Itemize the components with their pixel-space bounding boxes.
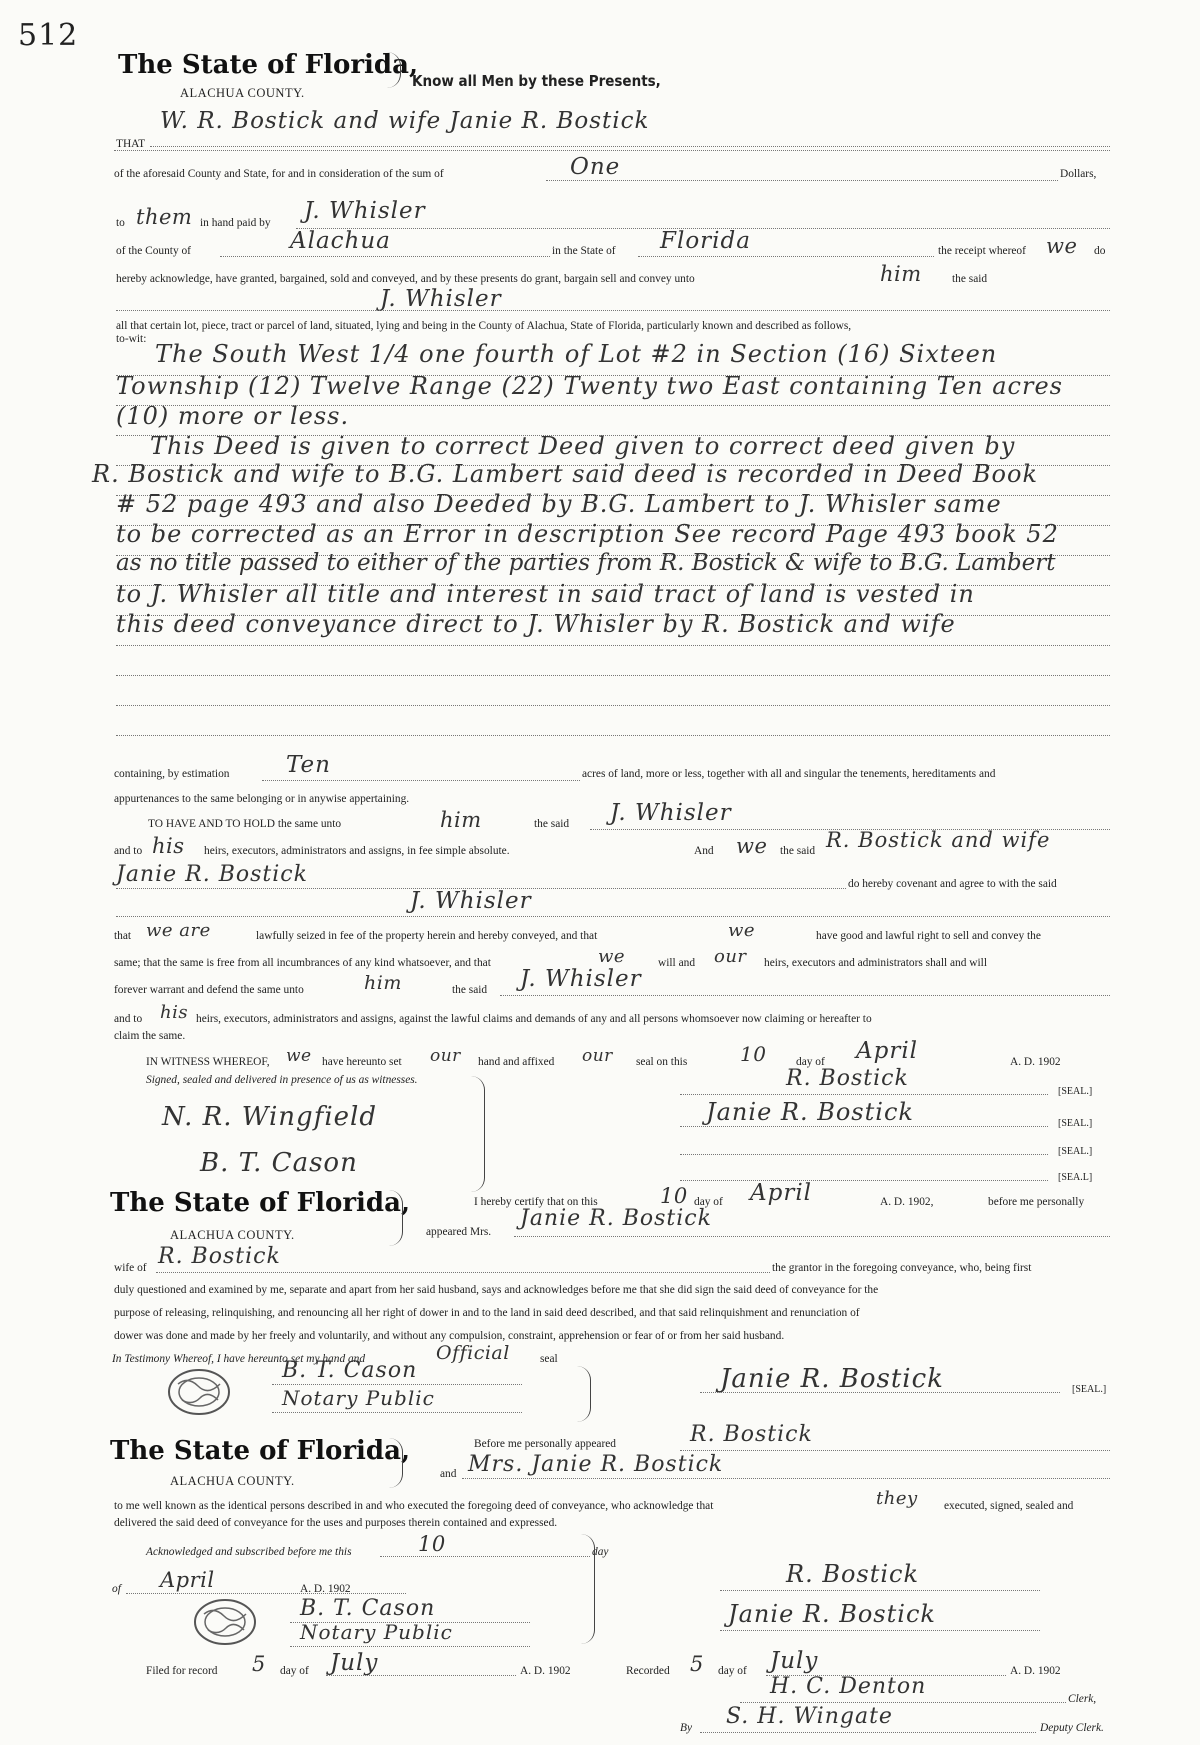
receipt-value: we	[1046, 234, 1078, 258]
cert1-para2: purpose of releasing, relinquishing, and renouncing all her right of dower in and to the land in said deed described, and that said relinquishment and renunciation of	[114, 1307, 860, 1319]
brace	[470, 1076, 485, 1192]
witness-text-a: IN WITNESS WHEREOF,	[146, 1056, 270, 1068]
cert2-before: Before me personally appeared	[474, 1438, 616, 1450]
cert2-they: they	[876, 1488, 918, 1509]
cert2-ad: A. D. 1902	[300, 1583, 351, 1595]
the-said-label: the said	[952, 273, 988, 285]
do-label: do	[1094, 245, 1106, 257]
grantor-signature-4: Janie R. Bostick	[728, 1600, 936, 1628]
state-heading: The State of Florida,	[118, 50, 418, 80]
state-heading-2: The State of Florida,	[110, 1188, 410, 1218]
receipt-label: the receipt whereof	[938, 245, 1026, 257]
will-and-label: will and	[658, 957, 696, 969]
habendum-grantor2: Janie R. Bostick	[116, 862, 308, 887]
filed-ad: A. D. 1902	[520, 1665, 571, 1677]
witness-ad: A. D. 1902	[1010, 1056, 1061, 1068]
that-label: THAT	[116, 138, 146, 150]
brace	[386, 52, 401, 88]
recorded-ad: A. D. 1902	[1010, 1665, 1061, 1677]
we-are-value: we are	[146, 920, 211, 941]
signed-sealed-text: Signed, sealed and delivered in presence of us as witnesses.	[146, 1074, 418, 1086]
witness-our: our	[430, 1046, 461, 1066]
in-hand-label: in hand paid by	[200, 217, 271, 229]
deputy-clerk-label: Deputy Clerk.	[1040, 1722, 1104, 1734]
witness-our2: our	[582, 1046, 613, 1066]
cert2-and: and	[440, 1468, 457, 1480]
the-said-2: the said	[534, 818, 570, 830]
payer-value: J. Whisler	[304, 198, 426, 224]
unto-value: him	[880, 262, 922, 286]
grantor-signature-1: R. Bostick	[786, 1066, 909, 1091]
witness-text-b: have hereunto set	[322, 1056, 402, 1068]
clerk-signature: H. C. Denton	[770, 1674, 927, 1699]
we3-value: we	[598, 946, 626, 967]
deputy-signature: S. H. Wingate	[726, 1704, 893, 1729]
cert1-ad: A. D. 1902,	[880, 1196, 934, 1208]
warranty-line2a: same; that the same is free from all incumbrances of any kind whatsoever, and that	[114, 957, 491, 969]
day-word: day	[592, 1546, 609, 1558]
filed-day: 5	[252, 1652, 266, 1676]
cert2-month: April	[160, 1568, 215, 1592]
covenant-text: do hereby covenant and agree to with the said	[848, 878, 1057, 890]
warranty-line3a: forever warrant and defend the same unto	[114, 984, 304, 996]
to-value: them	[136, 205, 193, 229]
wife-of-value: R. Bostick	[158, 1244, 281, 1269]
state-label: in the State of	[552, 245, 616, 257]
right-text: have good and lawful right to sell and convey the	[816, 930, 1041, 942]
grantors-handwritten: W. R. Bostick and wife Janie R. Bostick	[160, 108, 650, 134]
acknowledged-text: Acknowledged and subscribed before me this	[146, 1546, 352, 1558]
consideration-value: One	[570, 154, 621, 180]
notary-seal-stamp-2	[190, 1596, 260, 1648]
we2-value: we	[728, 920, 756, 941]
his-value-2: his	[160, 1002, 189, 1023]
notary-signature-2: B. T. Cason	[300, 1596, 436, 1621]
that-label-2: that	[114, 930, 132, 942]
grantor-signature-3: R. Bostick	[786, 1560, 920, 1588]
recorded-day: 5	[690, 1652, 704, 1676]
state-heading-3: The State of Florida,	[110, 1436, 410, 1466]
our-value: our	[714, 946, 747, 967]
cert2-appeared2: Mrs. Janie R. Bostick	[468, 1452, 724, 1477]
grant-text: hereby acknowledge, have granted, bargained, sold and conveyed, and by these presents do grant, bargain sell and convey unto	[116, 273, 695, 285]
and-label: And	[694, 845, 714, 857]
grantee-value: J. Whisler	[380, 286, 502, 312]
desc-line: This Deed is given to correct Deed given to correct deed given by	[150, 432, 1016, 460]
estimation-rest: acres of land, more or less, together with all and singular the tenements, hereditaments and	[582, 768, 996, 780]
filed-month: July	[330, 1650, 379, 1676]
county-label: of the County of	[116, 245, 191, 257]
county-heading-2: ALACHUA COUNTY.	[170, 1228, 295, 1242]
consideration-text: of the aforesaid County and State, for and in consideration of the sum of	[114, 168, 444, 180]
habendum-grantee: J. Whisler	[610, 800, 732, 826]
notary-title-2: Notary Public	[300, 1620, 453, 1644]
janie-signature: Janie R. Bostick	[720, 1364, 944, 1394]
desc-line: The South West 1/4 one fourth of Lot #2 in Section (16) Sixteen	[155, 340, 998, 368]
notary-title: Notary Public	[282, 1386, 435, 1410]
cert1-month: April	[750, 1180, 813, 1206]
cert1-para3: dower was done and made by her freely and voluntarily, and without any compulsion, constraint, apprehension or fear of or from her said husband.	[114, 1330, 785, 1342]
the-said-4: the said	[452, 984, 488, 996]
warranty-grantee: J. Whisler	[520, 966, 642, 992]
warranty-line2b: heirs, executors and administrators shall and will	[764, 957, 988, 969]
heirs-text: heirs, executors, administrators and assigns, in fee simple absolute.	[204, 845, 510, 857]
witness-month: April	[856, 1038, 919, 1064]
cert2-appeared1: R. Bostick	[690, 1422, 813, 1447]
cert2-of: of	[112, 1583, 121, 1595]
clerk-label: Clerk,	[1068, 1693, 1097, 1705]
desc-line: # 52 page 493 and also Deeded by B.G. Lambert to J. Whisler same	[116, 490, 1002, 518]
cert1-day: 10	[660, 1184, 688, 1208]
seal-label: [SEA.L]	[1058, 1172, 1093, 1183]
parcel-text: all that certain lot, piece, tract or parcel of land, situated, lying and being in the County of Alachua, State of Florida, particularly known and described as follows,	[116, 320, 852, 332]
witness-text-d: seal on this	[636, 1056, 688, 1068]
appeared-value: Janie R. Bostick	[520, 1206, 712, 1231]
brace	[576, 1366, 591, 1422]
cert2-day: 10	[418, 1532, 446, 1556]
wife-of-label: wife of	[114, 1262, 147, 1274]
recorded-label: Recorded	[626, 1665, 670, 1677]
cert1-day-of: day of	[694, 1196, 723, 1208]
seal-label: [SEAL.]	[1072, 1384, 1107, 1395]
seal-label: [SEAL.]	[1058, 1118, 1093, 1129]
estimation-line2: appurtenances to the same belonging or in anywise appertaining.	[114, 793, 410, 805]
cert2-para1a: to me well known as the identical persons described in and who executed the foregoing deed of conveyance, who acknowledge that	[114, 1500, 714, 1512]
desc-line: R. Bostick and wife to B.G. Lambert said deed is recorded in Deed Book	[92, 460, 1038, 488]
to-label: to	[116, 217, 125, 229]
cert1-grantor-text: the grantor in the foregoing conveyance, who, being first	[772, 1262, 1032, 1274]
county-heading-3: ALACHUA COUNTY.	[170, 1474, 295, 1488]
covenant-grantee: J. Whisler	[410, 888, 532, 914]
desc-line: this deed conveyance direct to J. Whisler by R. Bostick and wife	[116, 610, 956, 638]
county-value: Alachua	[290, 228, 391, 254]
notary-seal-stamp	[164, 1366, 234, 1418]
desc-line: Township (12) Twelve Range (22) Twenty two East containing Ten acres	[116, 372, 1063, 400]
page-number: 512	[18, 18, 79, 53]
witness-text-e: day of	[796, 1056, 825, 1068]
notary-signature: B. T. Cason	[282, 1358, 418, 1383]
official-value: Official	[436, 1342, 510, 1364]
brace	[580, 1534, 595, 1644]
testimony-text: In Testimony Whereof, I have hereunto set my hand and	[112, 1353, 366, 1365]
seal-label: [SEAL.]	[1058, 1146, 1093, 1157]
seal-word: seal	[540, 1353, 558, 1365]
by-label: By	[680, 1722, 693, 1734]
witness-signature-2: B. T. Cason	[200, 1148, 358, 1178]
warranty-line4b: heirs, executors, administrators and assigns, against the lawful claims and demands of any and all persons whomsoever now claiming or hereafter to	[196, 1013, 872, 1025]
witness-signature-1: N. R. Wingfield	[162, 1102, 377, 1132]
witness-text-c: hand and affixed	[478, 1056, 555, 1068]
certify-text: I hereby certify that on this	[474, 1196, 598, 1208]
desc-line: (10) more or less.	[116, 402, 350, 430]
witness-day: 10	[740, 1042, 767, 1066]
filed-day-of: day of	[280, 1665, 309, 1677]
cert1-para1: duly questioned and examined by me, separate and apart from her said husband, says and acknowledges before me that she did sign the said deed of conveyance for the	[114, 1284, 879, 1296]
filed-label: Filed for record	[146, 1665, 218, 1677]
desc-line: to be corrected as an Error in description See record Page 493 book 52	[116, 520, 1059, 548]
seal-label: [SEAL.]	[1058, 1086, 1093, 1097]
desc-line: to J. Whisler all title and interest in said tract of land is vested in	[116, 580, 975, 608]
brace	[388, 1190, 403, 1246]
state-value: Florida	[660, 228, 751, 254]
warranty-line4a: and to	[114, 1013, 143, 1025]
estimation-value: Ten	[286, 752, 331, 778]
appeared-mrs-label: appeared Mrs.	[426, 1226, 492, 1238]
county-heading: ALACHUA COUNTY.	[180, 86, 305, 100]
grantor-signature-2: Janie R. Bostick	[706, 1098, 914, 1126]
witness-we: we	[286, 1046, 312, 1066]
brace	[388, 1438, 403, 1488]
know-all-heading: Know all Men by these Presents,	[412, 72, 661, 90]
estimation-label: containing, by estimation	[114, 768, 230, 780]
the-said-3: the said	[780, 845, 816, 857]
seized-text: lawfully seized in fee of the property herein and hereby conveyed, and that	[256, 930, 598, 942]
dollars-label: Dollars,	[1060, 168, 1097, 180]
desc-line: as no title passed to either of the parties from R. Bostick & wife to B.G. Lambert	[116, 550, 1056, 576]
recorded-day-of: day of	[718, 1665, 747, 1677]
his-value: his	[152, 834, 185, 858]
to-have-text: TO HAVE AND TO HOLD the same unto	[148, 818, 342, 830]
and-to-label: and to	[114, 845, 143, 857]
recorded-month: July	[770, 1648, 819, 1674]
to-wit-label: to-wit:	[116, 333, 147, 345]
we-value: we	[736, 834, 768, 858]
him-value: him	[364, 972, 402, 994]
cert2-para1b: executed, signed, sealed and	[944, 1500, 1074, 1512]
cert1-before: before me personally	[988, 1196, 1085, 1208]
unto-him: him	[440, 808, 482, 832]
cert2-para2: delivered the said deed of conveyance for the uses and purposes therein contained and expressed.	[114, 1517, 558, 1529]
habendum-grantor: R. Bostick and wife	[826, 828, 1051, 852]
warranty-line5: claim the same.	[114, 1030, 186, 1042]
